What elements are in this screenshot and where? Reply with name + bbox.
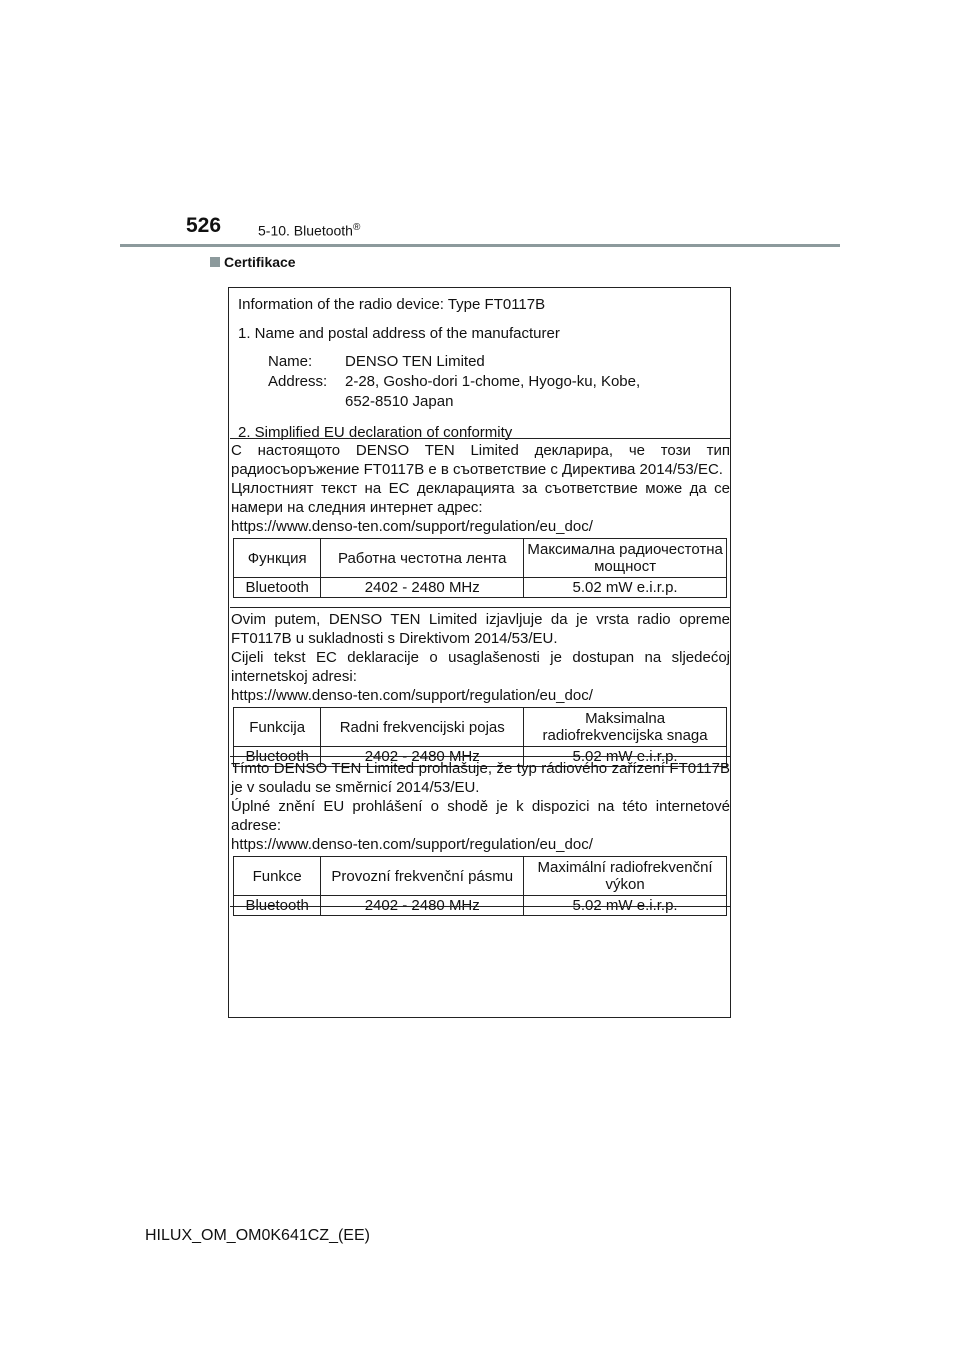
page-number: 526 xyxy=(186,214,222,237)
address-line1: 2-28, Gosho-dori 1-chome, Hyogo-ku, Kobe, xyxy=(345,373,641,390)
table-header-cell: Maximální radiofrekvenční výkon xyxy=(524,857,727,896)
address-line2: 652-8510 Japan xyxy=(345,393,454,410)
table-cell: 5.02 mW e.i.r.p. xyxy=(524,578,727,598)
table-header-row xyxy=(234,539,727,578)
info-title: Information of the radio device: Type FT0117B xyxy=(238,296,546,313)
declaration-url[interactable]: https://www.denso-ten.com/support/regulation/eu_doc/ xyxy=(231,687,593,704)
subsection-heading: Certifikace xyxy=(210,254,296,270)
info-item-declaration: 2. Simplified EU declaration of conformity xyxy=(238,424,513,441)
table-header-cell: Максимална радиочестотна мощност xyxy=(524,539,727,578)
header-rule xyxy=(120,244,840,247)
manufacturer-details xyxy=(268,352,718,412)
table-header-cell: Работна честотна лента xyxy=(321,539,524,578)
table-cell: 5.02 mW e.i.r.p. xyxy=(524,896,727,916)
declaration-text: Tímto DENSO TEN Limited prohlašuje, že typ rádiového zařízení FT0117B je v souladu se směrnicí 2014/53/EU. xyxy=(231,760,730,796)
declaration-url[interactable]: https://www.denso-ten.com/support/regulation/eu_doc/ xyxy=(231,836,593,853)
spec-table xyxy=(233,538,727,598)
address-label: Address: xyxy=(268,373,328,390)
table-cell: Bluetooth xyxy=(234,896,321,916)
section-divider xyxy=(230,906,730,907)
radio-device-info xyxy=(238,295,718,443)
section-title: 5-10. Bluetooth® xyxy=(258,222,361,239)
table-header-cell: Maksimalna radiofrekvencijska snaga xyxy=(524,708,727,747)
name-value: DENSO TEN Limited xyxy=(345,353,485,370)
table-header-row xyxy=(234,857,727,896)
declaration-text: Ovim putem, DENSO TEN Limited izjavljuje da je vrsta radio opreme FT0117B u sukladnosti s Direktivom 2014/53/EU. xyxy=(231,611,730,647)
table-header-cell: Provozní frekvenční pásmu xyxy=(321,857,524,896)
table-cell: 2402 - 2480 MHz xyxy=(321,747,524,767)
table-cell: Bluetooth xyxy=(234,747,321,767)
declaration-text: С настоящото DENSO TEN Limited декларира, че този тип радиосъоръжение FT0117B е в съответствие с Директива 2014/53/EC. xyxy=(231,442,730,478)
table-cell: 2402 - 2480 MHz xyxy=(321,578,524,598)
table-cell: 5.02 mW e.i.r.p. xyxy=(524,747,727,767)
document-code: HILUX_OM_OM0K641CZ_(EE) xyxy=(145,1227,370,1244)
info-item-manufacturer: 1. Name and postal address of the manufacturer xyxy=(238,325,560,342)
table-cell: 2402 - 2480 MHz xyxy=(321,896,524,916)
declaration-croatian xyxy=(230,607,730,767)
table-header-cell: Функция xyxy=(234,539,321,578)
table-header-cell: Funkcija xyxy=(234,708,321,747)
table-row xyxy=(234,578,727,598)
square-bullet-icon xyxy=(210,257,220,267)
declaration-url[interactable]: https://www.denso-ten.com/support/regulation/eu_doc/ xyxy=(231,518,593,535)
table-header-cell: Funkce xyxy=(234,857,321,896)
declaration-bulgarian xyxy=(230,438,730,598)
declaration-text: Цялостният текст на ЕС декларацията за съответствие може да се намери на следния интернет адрес: xyxy=(231,480,730,516)
declaration-czech xyxy=(230,756,730,916)
declaration-text: Úplné znění EU prohlášení o shodě je k dispozici na této internetové adrese: xyxy=(231,798,730,834)
name-label: Name: xyxy=(268,353,313,370)
spec-table xyxy=(233,856,727,916)
table-header-cell: Radni frekvencijski pojas xyxy=(321,708,524,747)
table-cell: Bluetooth xyxy=(234,578,321,598)
declaration-text: Cijeli tekst EC deklaracije o usaglašenosti je dostupan na sljedećoj internetskoj adresi: xyxy=(231,649,730,685)
table-header-row xyxy=(234,708,727,747)
